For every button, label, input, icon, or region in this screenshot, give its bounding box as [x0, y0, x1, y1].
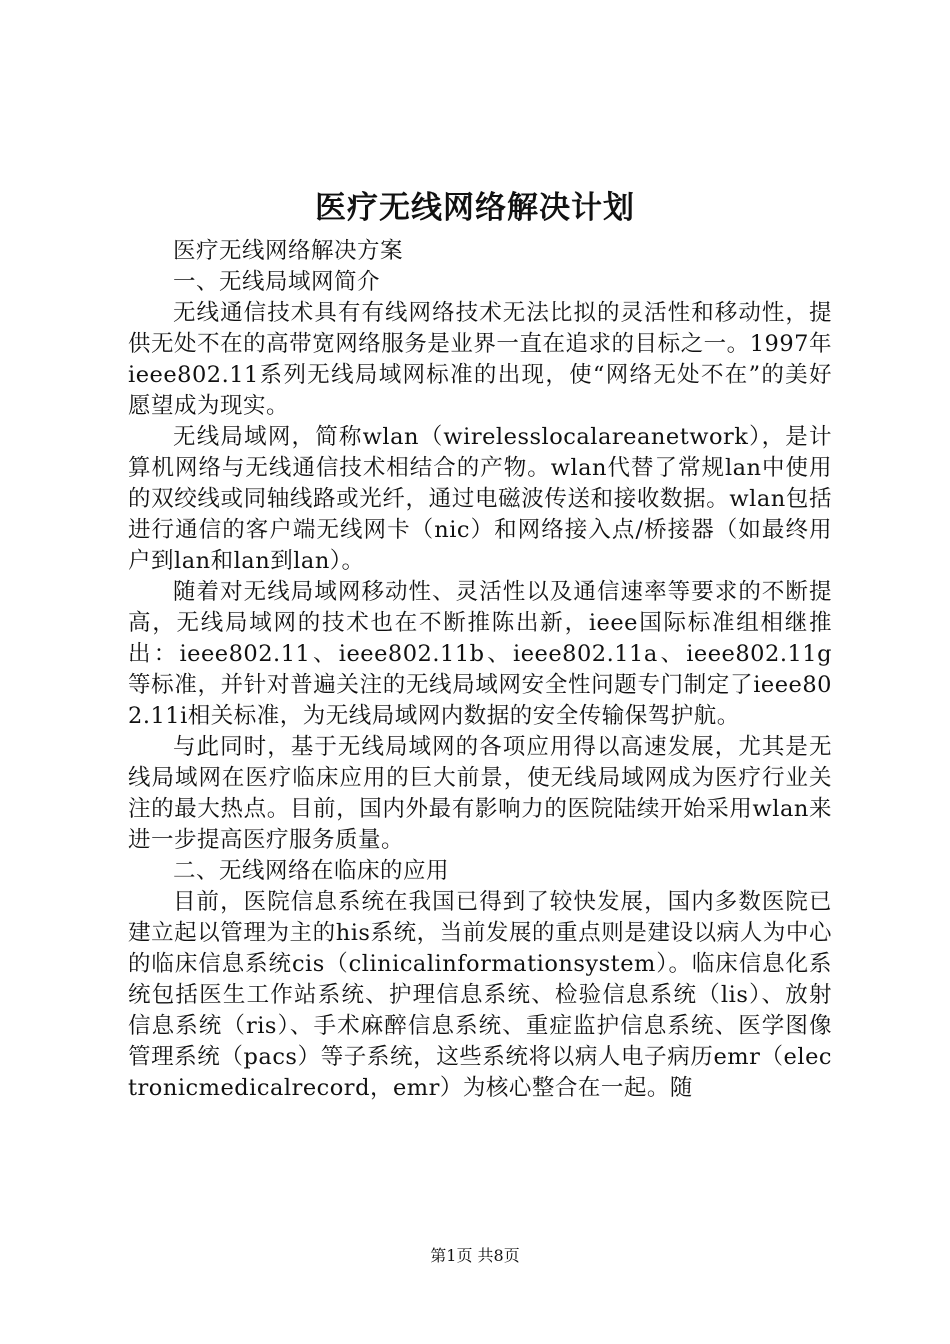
paragraph: 与此同时，基于无线局域网的各项应用得以高速发展，尤其是无线局域网在医疗临床应用的巨大前景，使无线局域网成为医疗行业关注的最大热点。目前，国内外最有影响力的医院陆续开始采用wlan来进一步提高医疗服务质量。	[128, 734, 832, 853]
section-heading-1: 一、无线局域网简介	[173, 269, 381, 295]
paragraph: 无线通信技术具有有线网络技术无法比拟的灵活性和移动性，提供无处不在的高带宽网络服务是业界一直在追求的目标之一。1997年ieee802.11系列无线局域网标准的出现，使“网络无处不在”的美好愿望成为现实。	[128, 300, 832, 419]
page-footer: 第1页 共8页	[430, 1246, 520, 1265]
paragraph-subtitle: 医疗无线网络解决方案	[173, 238, 404, 264]
document-title: 医疗无线网络解决计划	[315, 190, 635, 226]
section-heading-2: 二、无线网络在临床的应用	[173, 858, 450, 884]
paragraph: 随着对无线局域网移动性、灵活性以及通信速率等要求的不断提高，无线局域网的技术也在不断推陈出新，ieee国际标准组相继推出：ieee802.11、ieee802.11b、ieee802.11a、ieee802.11g等标准，并针对普遍关注的无线局域网安全性问题专门制定了ieee802.11i相关标准，为无线局域网内数据的安全传输保驾护航。	[128, 579, 832, 729]
paragraph: 目前，医院信息系统在我国已得到了较快发展，国内多数医院已建立起以管理为主的his系统，当前发展的重点则是建设以病人为中心的临床信息系统cis（clinicalinformationsystem）。临床信息化系统包括医生工作站系统、护理信息系统、检验信息系统（lis）、放射信息系统（ris）、手术麻醉信息系统、重症监护信息系统、医学图像管理系统（pacs）等子系统，这些系统将以病人电子病历emr（electronicmedicalrecord，emr）为核心整合在一起。随	[128, 889, 832, 1101]
document-body	[128, 236, 832, 1104]
paragraph: 无线局域网，简称wlan（wirelesslocalareanetwork），是计算机网络与无线通信技术相结合的产物。wlan代替了常规lan中使用的双绞线或同轴线路或光纤，通过电磁波传送和接收数据。wlan包括进行通信的客户端无线网卡（nic）和网络接入点/桥接器（如最终用户到lan和lan到lan）。	[128, 424, 832, 574]
